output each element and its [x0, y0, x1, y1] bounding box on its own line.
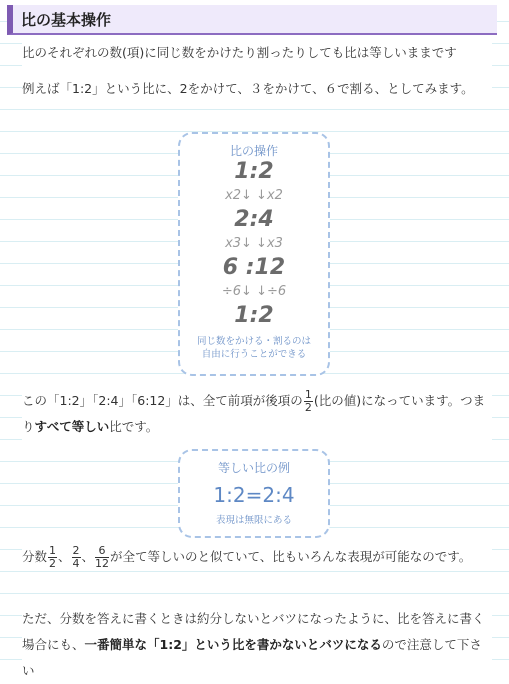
- ratio-operation-box: [178, 132, 330, 376]
- ratio-1-2: 1:2: [234, 159, 274, 184]
- fraction-separator: 、: [58, 549, 71, 564]
- caution-paragraph: [22, 606, 492, 684]
- fraction-separator: 、: [81, 549, 95, 564]
- emphasis-simplest-ratio: 一番簡単な「1:2」という比を書かないとバツになる: [84, 637, 382, 652]
- operation-box-title: 比の操作: [229, 144, 278, 158]
- fraction-numerator: 6: [95, 545, 109, 558]
- fraction-one-half: [304, 389, 313, 414]
- caution-text-post: ので注意して下さい: [22, 637, 482, 678]
- fraction-numerator: 1: [49, 544, 57, 557]
- fraction-text-pre: 分数: [22, 549, 48, 564]
- fraction-numerator: 2: [72, 544, 80, 557]
- equal-box-title: 等しい比の例: [217, 461, 290, 475]
- fraction-denominator: 2: [304, 401, 312, 414]
- fraction-numerator: 1: [304, 388, 312, 401]
- ratio-6-12: 6 :12: [222, 255, 286, 280]
- divide-6-arrows: ÷6↓ ↓÷6: [221, 284, 287, 299]
- caution-text-pre: ただ、分数を答えに書くときは約分しないとバツになったように、比を答えに書く場合にも、: [22, 611, 485, 652]
- operation-note-line1: 同じ数をかける・割るのは: [196, 336, 311, 347]
- ratio-2-4: 2:4: [234, 207, 274, 232]
- fraction-denominator: 4: [72, 557, 80, 570]
- fraction-6-12: [95, 545, 109, 570]
- ratio-value-text-post: (比の値)になっています。つまり: [22, 393, 486, 434]
- ratio-value-text-pre: この「1:2」「2:4」「6:12」は、全て前項が後項の: [22, 393, 303, 408]
- fraction-denominator: 12: [95, 557, 110, 570]
- section-heading: 比の基本操作: [7, 5, 497, 35]
- operation-note-line2: 自由に行うことができる: [201, 349, 307, 360]
- emphasis-all-equal: すべて等しい: [34, 419, 110, 434]
- equal-box-note: 表現は無限にある: [215, 515, 292, 526]
- equal-ratio-box: [178, 449, 330, 538]
- ratio-value-paragraph: [22, 388, 492, 440]
- equal-ratio-equation: 1:2=2:4: [213, 483, 295, 507]
- intro-paragraph: 比のそれぞれの数(項)に同じ数をかけたり割ったりしても比は等しいままです: [22, 40, 492, 66]
- fraction-text-post: が全て等しいのと似ていて、比もいろんな表現が可能なのです。: [110, 549, 472, 564]
- fraction-paragraph: [22, 544, 492, 570]
- example-paragraph: 例えば「1:2」という比に、2をかけて、３をかけて、６で割る、としてみます。: [22, 76, 492, 102]
- multiply-3-arrows: x3↓ ↓x3: [225, 236, 283, 251]
- ratio-value-text-end: 比です。: [109, 419, 159, 434]
- fraction-1-2: [48, 545, 57, 570]
- multiply-2-arrows: x2↓ ↓x2: [225, 188, 283, 203]
- fraction-2-4: [72, 545, 81, 570]
- ratio-1-2-result: 1:2: [234, 303, 274, 328]
- fraction-denominator: 2: [49, 557, 57, 570]
